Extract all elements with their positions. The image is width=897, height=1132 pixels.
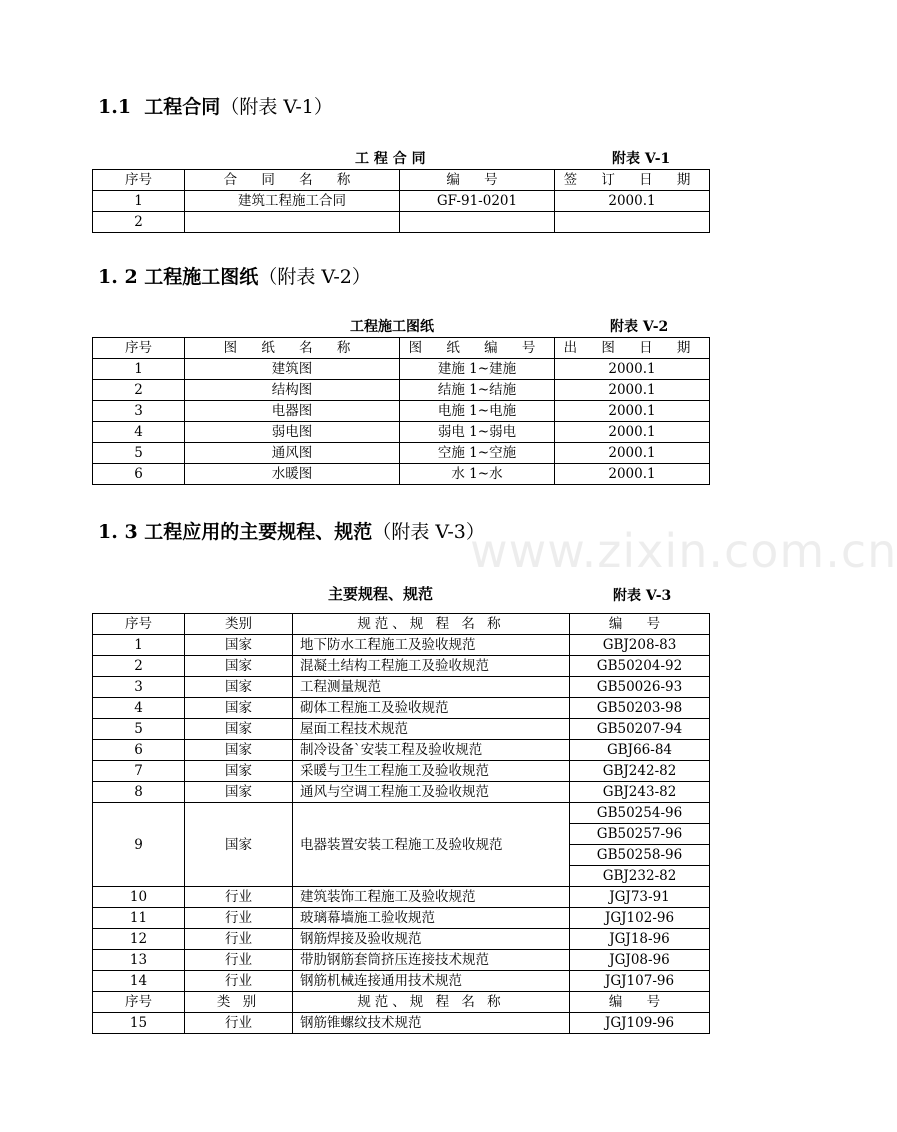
cell: JGJ109-96 [570,1013,710,1034]
cell: 8 [93,782,185,803]
cell: 国家 [185,656,293,677]
cell: 电器装置安装工程施工及验收规范 [293,803,570,887]
cell: 1 [93,191,185,212]
header-cell: 图 纸 名 称 [185,338,400,359]
cell: 钢筋锥螺纹技术规范 [293,1013,570,1034]
cell: 行业 [185,929,293,950]
section-heading-2 [98,262,371,289]
cell: 行业 [185,950,293,971]
table-row [93,401,710,422]
cell [400,212,555,233]
watermark: www.zixin.com.cn [470,524,897,578]
cell [555,212,710,233]
cell: GB50026-93 [570,677,710,698]
table3-ref: 附表 V-3 [613,588,672,604]
section-heading-3 [98,517,485,544]
header-cell: 类别 [185,614,293,635]
section-ref: （附表 V-3） [372,521,485,543]
table-row [93,677,710,698]
table-header-row [93,992,710,1013]
cell: GB50203-98 [570,698,710,719]
cell: 行业 [185,1013,293,1034]
cell: 玻璃幕墙施工验收规范 [293,908,570,929]
header-cell: 规范、规 程 名 称 [293,992,570,1013]
header-cell: 规范、规 程 名 称 [293,614,570,635]
header-cell: 序号 [93,992,185,1013]
cell: 结施 1~结施 [400,380,555,401]
cell: GBJ232-82 [570,866,710,887]
table-row [93,908,710,929]
cell: GB50258-96 [570,845,710,866]
header-cell: 合 同 名 称 [185,170,400,191]
table-row [93,803,710,824]
cell: GBJ242-82 [570,761,710,782]
section-title: 工程合同 [144,96,221,118]
table-header-row [93,170,710,191]
cell: 11 [93,908,185,929]
cell: 5 [93,443,185,464]
table-row [93,929,710,950]
cell: GF-91-0201 [400,191,555,212]
cell: 砌体工程施工及验收规范 [293,698,570,719]
drawings-table [92,337,710,485]
cell: 空施 1~空施 [400,443,555,464]
cell: 国家 [185,740,293,761]
cell: 行业 [185,908,293,929]
header-cell: 类 别 [185,992,293,1013]
cell: 钢筋机械连接通用技术规范 [293,971,570,992]
cell: 建筑图 [185,359,400,380]
cell: 1 [93,359,185,380]
header-cell: 编 号 [570,614,710,635]
cell: 2000.1 [555,464,710,485]
cell: 钢筋焊接及验收规范 [293,929,570,950]
cell: 行业 [185,971,293,992]
cell: GB50257-96 [570,824,710,845]
regulations-table [92,613,710,1034]
table3-caption: 主要规程、规范 [328,585,434,603]
cell: 采暖与卫生工程施工及验收规范 [293,761,570,782]
cell: 7 [93,761,185,782]
table-row [93,719,710,740]
table-header-row [93,614,710,635]
table-row [93,359,710,380]
cell: 行业 [185,887,293,908]
cell: 屋面工程技术规范 [293,719,570,740]
cell: 通风图 [185,443,400,464]
cell: GBJ243-82 [570,782,710,803]
cell: 国家 [185,782,293,803]
header-cell: 序号 [93,614,185,635]
table-row [93,443,710,464]
table-row [93,698,710,719]
cell: 2 [93,380,185,401]
cell: 6 [93,464,185,485]
section-number: 1. 3 [98,521,138,543]
cell: GB50254-96 [570,803,710,824]
cell: 2000.1 [555,422,710,443]
cell: 2000.1 [555,380,710,401]
section-title: 工程施工图纸 [144,266,259,288]
cell: JGJ73-91 [570,887,710,908]
cell: 1 [93,635,185,656]
table1-caption: 工 程 合 同 [355,151,426,167]
header-cell: 序号 [93,338,185,359]
cell: JGJ18-96 [570,929,710,950]
cell: 15 [93,1013,185,1034]
cell: 电施 1~电施 [400,401,555,422]
table-row [93,740,710,761]
cell: 10 [93,887,185,908]
cell: GB50207-94 [570,719,710,740]
cell: 2000.1 [555,443,710,464]
cell: 建筑工程施工合同 [185,191,400,212]
section-ref: （附表 V-1） [220,96,333,118]
section-ref: （附表 V-2） [258,266,371,288]
cell: 国家 [185,677,293,698]
cell: 国家 [185,761,293,782]
cell: 地下防水工程施工及验收规范 [293,635,570,656]
cell [185,212,400,233]
table-row [93,422,710,443]
cell: JGJ102-96 [570,908,710,929]
table-row [93,656,710,677]
cell: 工程测量规范 [293,677,570,698]
header-cell: 出 图 日 期 [555,338,710,359]
cell: 4 [93,698,185,719]
cell: 3 [93,677,185,698]
cell: 9 [93,803,185,887]
cell: GBJ66-84 [570,740,710,761]
table-row [93,191,710,212]
cell: 制冷设备`安装工程及验收规范 [293,740,570,761]
cell: 结构图 [185,380,400,401]
header-cell: 签 订 日 期 [555,170,710,191]
cell: 4 [93,422,185,443]
cell: JGJ107-96 [570,971,710,992]
header-cell: 编 号 [570,992,710,1013]
cell: 12 [93,929,185,950]
cell: 带肋钢筋套筒挤压连接技术规范 [293,950,570,971]
cell: 建筑装饰工程施工及验收规范 [293,887,570,908]
cell: 弱电图 [185,422,400,443]
cell: GBJ208-83 [570,635,710,656]
section-number: 1.1 [98,96,132,118]
table-row [93,464,710,485]
section-title: 工程应用的主要规程、规范 [144,521,373,543]
table-header-row [93,338,710,359]
cell: 混凝土结构工程施工及验收规范 [293,656,570,677]
cell: 5 [93,719,185,740]
table2-ref: 附表 V-2 [610,319,669,335]
cell: 国家 [185,635,293,656]
table2-caption: 工程施工图纸 [350,319,434,335]
header-cell: 图 纸 编 号 [400,338,555,359]
cell: 国家 [185,698,293,719]
cell: 建施 1~建施 [400,359,555,380]
cell: 6 [93,740,185,761]
cell: JGJ08-96 [570,950,710,971]
cell: 水暖图 [185,464,400,485]
table-row [93,887,710,908]
table-row [93,971,710,992]
cell: 2000.1 [555,191,710,212]
table-row [93,635,710,656]
table-row [93,950,710,971]
section-number: 1. 2 [98,266,138,288]
table-row [93,782,710,803]
cell: GB50204-92 [570,656,710,677]
table-row [93,1013,710,1034]
cell: 通风与空调工程施工及验收规范 [293,782,570,803]
header-cell: 序号 [93,170,185,191]
table-row [93,380,710,401]
section-heading-1 [98,92,333,119]
cell: 13 [93,950,185,971]
cell: 电器图 [185,401,400,422]
cell: 水 1~水 [400,464,555,485]
cell: 国家 [185,803,293,887]
table-row [93,761,710,782]
table1-ref: 附表 V-1 [612,151,671,167]
table-row [93,212,710,233]
contract-table [92,169,710,233]
header-cell: 编 号 [400,170,555,191]
cell: 3 [93,401,185,422]
cell: 14 [93,971,185,992]
cell: 2000.1 [555,401,710,422]
cell: 弱电 1~弱电 [400,422,555,443]
cell: 国家 [185,719,293,740]
cell: 2000.1 [555,359,710,380]
cell: 2 [93,656,185,677]
cell: 2 [93,212,185,233]
